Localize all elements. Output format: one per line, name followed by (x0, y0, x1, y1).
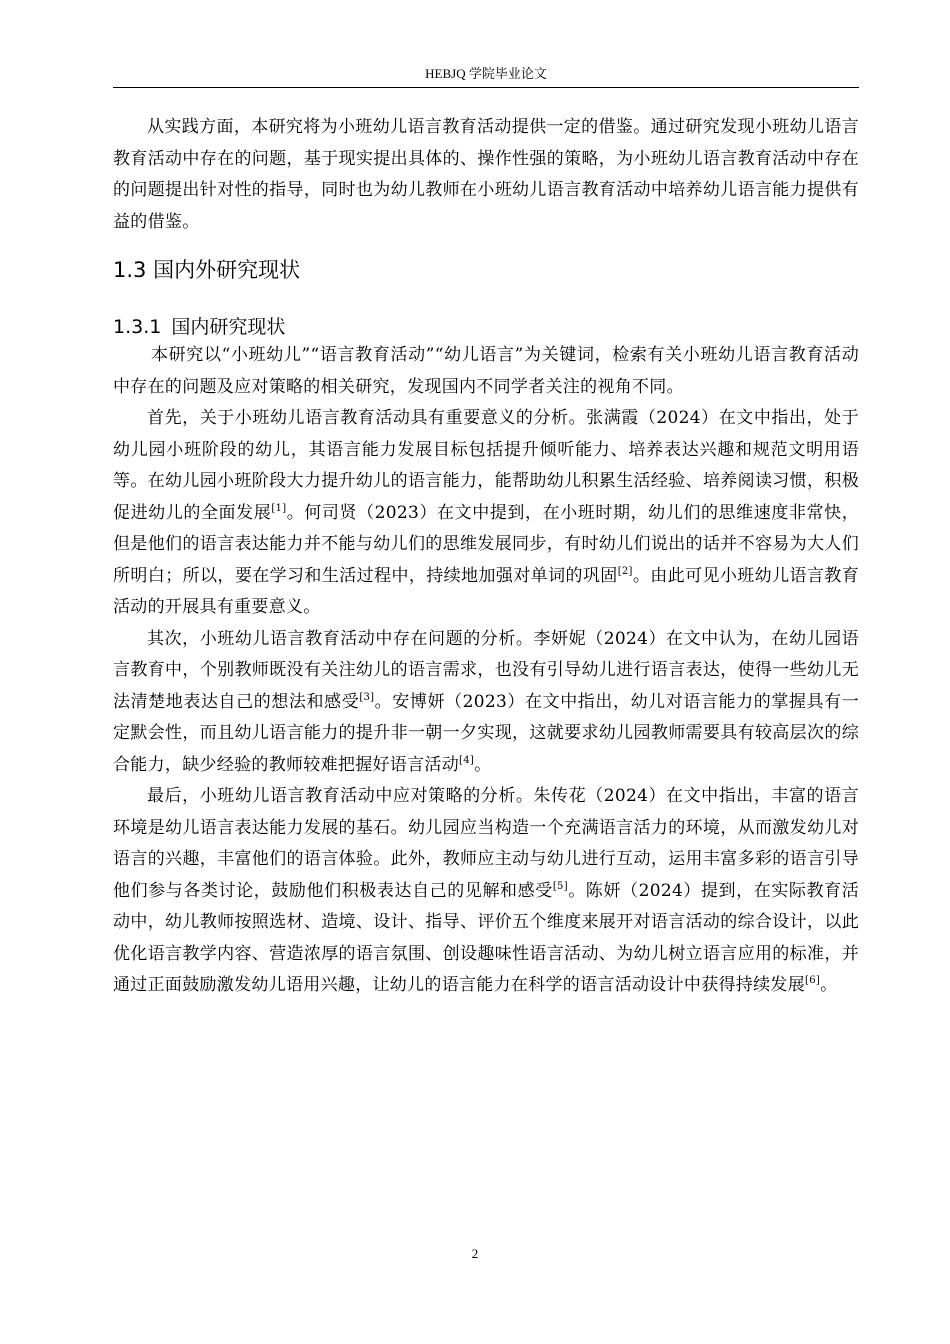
subsection-title: 国内研究现状 (171, 316, 286, 338)
paragraph-text: 。由此可见小班幼儿语言教育活动的开展具有重要意义。 (113, 565, 859, 617)
citation: [2] (617, 565, 633, 577)
citation: [1] (271, 502, 287, 514)
paragraph-text: 。安博妍（2023）在文中指出，幼儿对语言能力的掌握具有一定默会性，而且幼儿语言能力的提升非一朝一夕实现，这就要求幼儿园教师需要具有较高层次的综合能力，缺少经验的教师较难把握好语言活动 (113, 691, 859, 775)
page-body (113, 112, 859, 1002)
paragraph-problems (113, 624, 859, 782)
paragraph-strategies (113, 781, 859, 1002)
citation: [4] (459, 754, 475, 766)
subsection-heading (113, 314, 859, 340)
paragraph-text: 。 (474, 754, 492, 775)
paragraph-text: 。陈妍（2024）提到，在实际教育活动中，幼儿教师按照选材、造境、设计、指导、评价五个维度来展开对语言活动的综合设计，以此优化语言教学内容、营造浓厚的语言氛围、创设趣味性语言活动、为幼儿树立语言应用的标准，并通过正面鼓励激发幼儿语用兴趣，让幼儿的语言能力在科学的语言活动设计中获得持续发展 (113, 880, 859, 995)
section-heading: 1.3 国内外研究现状 (113, 258, 301, 282)
page-number: 2 (471, 1246, 479, 1261)
page-header (113, 58, 859, 88)
subsection-number: 1.3.1 (113, 316, 162, 338)
paragraph-text: 。何司贤（2023）在文中提到，在小班时期，幼儿们的思维速度非常快，但是他们的语言表达能力并不能与幼儿们的思维发展同步，有时幼儿们说出的话并不容易为大人们所明白；所以，要在学习和生活过程中，持续地加强对单词的巩固 (113, 502, 859, 586)
paragraph-keywords: 本研究以“小班幼儿”“语言教育活动”“幼儿语言”为关键词，检索有关小班幼儿语言教育活动中存在的问题及应对策略的相关研究，发现国内不同学者关注的视角不同。 (113, 345, 859, 397)
paragraph-text: 最后，小班幼儿语言教育活动中应对策略的分析。朱传花（2024）在文中指出，丰富的语言环境是幼儿语言表达能力发展的基石。幼儿园应当构造一个充满语言活力的环境，从而激发幼儿对语言的兴趣，丰富他们的语言体验。此外，教师应主动与幼儿进行互动，运用丰富多彩的语言引导他们参与各类讨论，鼓励他们积极表达自己的见解和感受 (113, 786, 859, 901)
paragraph-significance (113, 403, 859, 624)
citation: [3] (359, 691, 375, 703)
citation: [5] (552, 880, 568, 892)
paragraph-text: 其次，小班幼儿语言教育活动中存在问题的分析。李妍妮（2024）在文中认为，在幼儿园语言教育中，个别教师既没有关注幼儿的语言需求，也没有引导幼儿进行语言表达，使得一些幼儿无法清楚地表达自己的想法和感受 (113, 628, 859, 712)
citation: [6] (805, 975, 821, 986)
header-title: HEBJQ 学院毕业论文 (425, 66, 547, 81)
paragraph-text: 首先，关于小班幼儿语言教育活动具有重要意义的分析。张满霞（2024）在文中指出，处于幼儿园小班阶段的幼儿，其语言能力发展目标包括提升倾听能力、培养表达兴趣和规范文明用语等。在幼儿园小班阶段大力提升幼儿的语言能力，能帮助幼儿积累生活经验、培养阅读习惯，积极促进幼儿的全面发展 (113, 408, 859, 523)
paragraph-text: 。 (820, 975, 838, 995)
intro-paragraph: 从实践方面，本研究将为小班幼儿语言教育活动提供一定的借鉴。通过研究发现小班幼儿语言教育活动中存在的问题，基于现实提出具体的、操作性强的策略，为小班幼儿语言教育活动中存在的问题提出针对性的指导，同时也为幼儿教师在小班幼儿语言教育活动中培养幼儿语言能力提供有益的借鉴。 (113, 117, 859, 232)
